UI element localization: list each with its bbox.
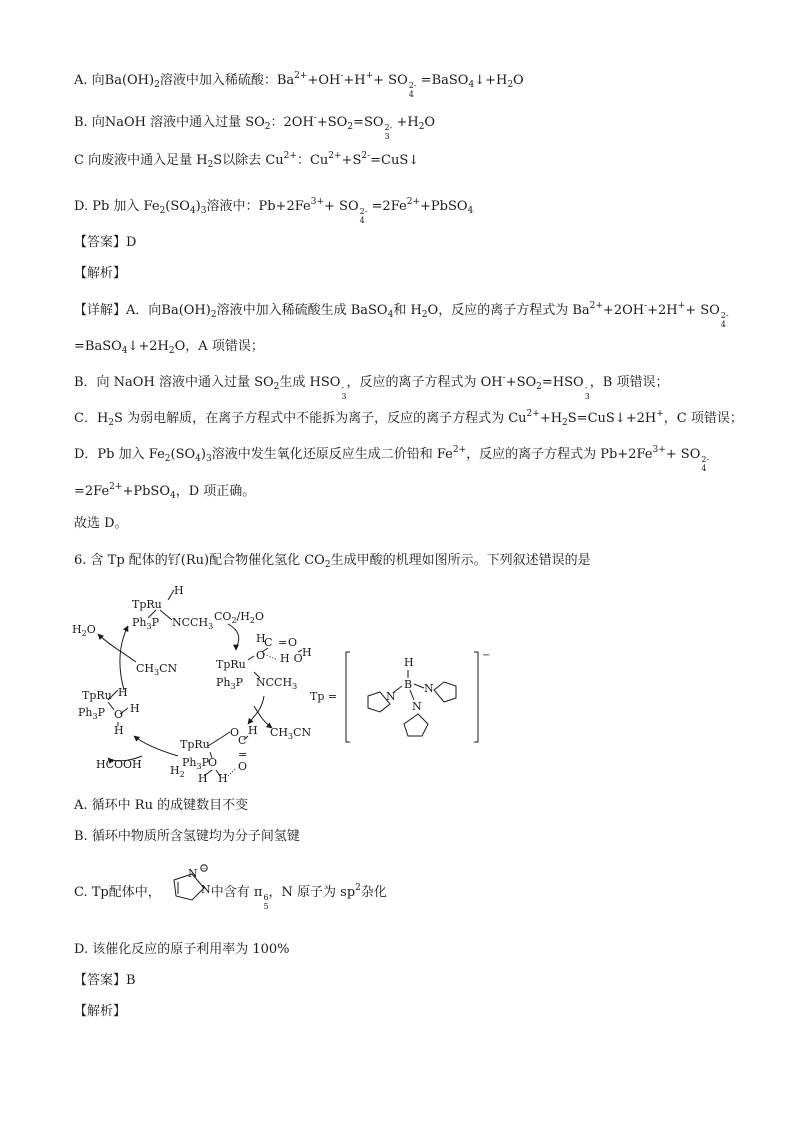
text: +H	[539, 411, 563, 426]
right-h-o-label: H O	[280, 652, 303, 665]
text: + SO	[665, 447, 701, 462]
superscript: 3+	[310, 197, 325, 207]
subscript: 2	[168, 346, 175, 356]
bottom-o-label: O	[230, 726, 240, 739]
right-h-label: H	[256, 632, 266, 645]
subscript: 4	[359, 216, 365, 225]
ion-script	[721, 311, 729, 329]
text: =2Fe	[74, 484, 110, 499]
text: C．H	[74, 411, 109, 426]
tp-h-label: H	[404, 656, 414, 669]
bond-line	[414, 684, 424, 688]
text: +OH	[307, 73, 341, 88]
bottom-ph3p-label: $Ph_3P$	[182, 756, 209, 771]
text: + SO	[685, 303, 720, 318]
subscript: 4	[189, 206, 196, 216]
text: ，N 原子为 sp	[268, 885, 356, 900]
left-tpru-label: TpRu	[82, 689, 112, 702]
text: )	[200, 447, 206, 462]
text: B. 向NaOH 溶液中通入过量 SO	[74, 115, 265, 130]
superscript: 2+	[328, 151, 342, 161]
superscript: 2+	[452, 445, 467, 455]
option-6b: B. 循环中物质所含氢键均为分子间氢键	[74, 829, 300, 844]
bottom-h2-label: $H_2$	[170, 764, 185, 779]
subscript: 2	[164, 454, 171, 464]
superscript: +	[656, 409, 664, 419]
tp-n2-label: N	[386, 690, 396, 703]
right-tpru-label: TpRu	[216, 658, 246, 671]
subscript: 4	[195, 454, 201, 464]
bottom-tpru-label: TpRu	[180, 738, 210, 751]
right-bracket	[474, 652, 478, 742]
right-o-label: O	[288, 636, 298, 649]
left-h3-label: H	[114, 724, 124, 737]
superscript: 3+	[652, 445, 666, 455]
left-o-label: O	[114, 708, 124, 721]
text: A. 向Ba(OH)	[74, 73, 155, 88]
text: +2OH	[602, 303, 645, 318]
right-ncch3-label: $NCCH_3$	[256, 676, 298, 691]
bond-line	[160, 610, 172, 620]
h2o-label: $H_2O$	[72, 623, 96, 638]
text: 溶液中：Pb+2Fe	[206, 199, 311, 214]
mol-minus-label: −	[201, 865, 207, 873]
tp-n3-label: N	[412, 700, 422, 713]
text: O，反应的离子方程式为 Ba	[427, 303, 590, 318]
subscript: 4	[701, 464, 707, 473]
text: 生成 HSO	[279, 375, 341, 390]
option-b	[74, 114, 754, 141]
option-6d: D. 该催化反应的原子利用率为 100%	[74, 942, 290, 957]
subscript: 2	[418, 122, 425, 132]
superscript: 6	[263, 893, 269, 902]
cycle-arrow	[228, 624, 239, 650]
right-c-label: C	[264, 636, 273, 649]
ion-script	[701, 455, 709, 473]
subscript: 2	[159, 206, 166, 216]
subscript: 2	[210, 310, 217, 320]
text: O	[424, 115, 436, 130]
subscript: 4	[169, 491, 176, 501]
option-a	[74, 72, 754, 99]
bond-line	[394, 686, 402, 692]
text: 中含有 π	[210, 885, 263, 900]
superscript: -	[644, 301, 648, 311]
subscript: 2	[273, 382, 280, 392]
text: C. Tp配体中，	[74, 885, 161, 900]
text: +2H	[647, 303, 678, 318]
text: =HSO	[541, 375, 584, 390]
co2-h2o-label: $CO_2/H_2O$	[214, 610, 264, 625]
subscript: 2	[421, 310, 428, 320]
bottom-eq-label: =	[238, 748, 248, 761]
answer-label-2: 【答案】B	[74, 973, 136, 988]
text: + SO	[324, 199, 359, 214]
text: +PbSO	[122, 484, 170, 499]
detail-line-6	[74, 483, 754, 501]
tp-b-label: B	[404, 678, 413, 691]
subscript: 2	[536, 382, 542, 392]
superscript: 2-	[361, 151, 371, 161]
subscript: 3	[584, 392, 590, 401]
superscript: -	[340, 71, 344, 81]
superscript: 2-	[384, 123, 393, 132]
pyrazole-ring	[404, 714, 428, 736]
superscript: 2+	[589, 301, 603, 311]
superscript: 2-	[408, 81, 417, 90]
text: 生成甲酸的机理如图所示。下列叙述错误的是	[330, 553, 591, 568]
text: =BaSO	[416, 73, 469, 88]
option-d	[74, 198, 754, 225]
text: 溶液中发生氧化还原反应生成二价铅和 Fe	[211, 447, 453, 462]
text: ，C 项错误；	[663, 411, 743, 426]
subscript: 4	[387, 310, 394, 320]
text: =CuS↓	[370, 153, 420, 168]
text: O	[513, 73, 524, 88]
text: ：2OH	[270, 115, 314, 130]
subscript: 2	[154, 80, 160, 90]
text: =SO	[353, 115, 384, 130]
cycle-arrow	[134, 736, 178, 756]
cycle-arrow	[98, 634, 136, 662]
text: D．Pb 加入 Fe	[74, 447, 165, 462]
superscript: 2+	[406, 197, 420, 207]
subscript: 3	[205, 454, 212, 464]
text: +SO	[505, 375, 537, 390]
right-eq-label: =	[278, 636, 288, 649]
answer-label: 【答案】D	[74, 235, 137, 250]
superscript: 2-	[359, 207, 368, 216]
superscript: 2+	[294, 71, 308, 81]
bottom-o3-label: O	[208, 756, 218, 769]
text: S=CuS↓+2H	[567, 411, 657, 426]
text: ，反应的离子方程式为 Pb+2Fe	[466, 447, 653, 462]
text: +S	[341, 153, 362, 168]
text: ，D 项正确。	[175, 484, 256, 499]
text: O，A 项错误；	[174, 339, 264, 354]
bottom-o2-label: O	[238, 760, 248, 773]
analysis-label: 【解析】	[74, 266, 127, 281]
text: + SO	[373, 73, 408, 88]
detail-line-5	[74, 446, 754, 473]
text: (SO	[170, 447, 196, 462]
superscript: 2-	[701, 455, 710, 464]
bottom-c-label: C	[238, 734, 247, 747]
hydrogen-bond-line	[228, 768, 236, 776]
right-ph3p-label: $Ph_3P$	[216, 676, 243, 691]
bottom-h4-label: H	[218, 772, 228, 785]
text: )	[195, 199, 201, 214]
detail-line-3	[74, 374, 754, 401]
ch3cn-left-label: $CH_3CN$	[136, 662, 178, 677]
text: 杂化	[360, 885, 387, 900]
detail-line-4	[74, 410, 754, 428]
text: ，B 项错误；	[589, 375, 669, 390]
superscript: -	[584, 383, 588, 392]
pyrazole-ring	[434, 682, 456, 702]
tp-equals-label: Tp =	[310, 690, 338, 703]
subscript: 4	[720, 320, 726, 329]
text: 溶液中加入稀硫酸：Ba	[159, 73, 295, 88]
tp-minus-label: −	[482, 650, 490, 661]
bottom-h3-label: H	[198, 772, 208, 785]
subscript: 5	[263, 902, 269, 911]
option-c	[74, 152, 754, 170]
text: ：Cu	[296, 153, 329, 168]
bond-line	[108, 702, 114, 710]
superscript: -	[502, 373, 506, 383]
text: ↓+2H	[127, 339, 169, 354]
option-6a: A. 循环中 Ru 的成键数目不变	[74, 798, 249, 813]
tp-ligand-structure	[310, 646, 490, 746]
superscript: 2-	[720, 311, 729, 320]
top-ph3p-label: $Ph_3P$	[132, 616, 159, 631]
analysis-label-2: 【解析】	[74, 1004, 127, 1019]
tp-n1-label: N	[424, 682, 434, 695]
superscript: 2+	[109, 482, 123, 492]
text: +PbSO	[420, 199, 468, 214]
right-o2-label: O	[256, 649, 266, 662]
superscript: +	[365, 71, 374, 81]
detail-line-7: 故选 D。	[74, 516, 128, 531]
subscript: 2	[324, 560, 331, 570]
text: (SO	[165, 199, 190, 214]
right-h2-label: H	[302, 646, 312, 659]
text: C 向废液中通入足量 H	[74, 153, 208, 168]
text: +H	[343, 73, 366, 88]
text: +SO	[316, 115, 348, 130]
pyrazolide-structure	[162, 862, 214, 908]
text: S 为弱电解质，在离子方程式中不能拆为离子，反应的离子方程式为 Cu	[114, 411, 527, 426]
text: =2Fe	[367, 199, 407, 214]
text: 溶液中加入稀硫酸生成 BaSO	[216, 303, 388, 318]
detail-line-1	[74, 302, 754, 329]
text: 【详解】A．向Ba(OH)	[74, 303, 211, 318]
subscript: 4	[408, 90, 414, 99]
text: D. Pb 加入 Fe	[74, 199, 160, 214]
mol-n2-label: N	[201, 883, 211, 896]
bond-line	[208, 732, 230, 746]
mol-n1-label: N	[188, 867, 198, 880]
detail-line-2	[74, 338, 754, 356]
text: +H	[392, 115, 419, 130]
subscript: 3	[384, 132, 390, 141]
left-h-label: H	[118, 686, 128, 699]
ion-script	[409, 81, 417, 99]
subscript: 4	[467, 206, 474, 216]
subscript: 2	[347, 122, 354, 132]
ch3cn-right-label: $CH_3CN$	[270, 726, 312, 741]
bond-line	[410, 690, 414, 700]
superscript: +	[677, 301, 686, 311]
subscript: 2	[207, 160, 214, 170]
superscript: -	[341, 383, 345, 392]
left-bracket	[346, 652, 350, 742]
superscript: 2+	[283, 151, 297, 161]
hcooh-label: HCOOH	[96, 758, 142, 771]
question-6	[74, 552, 754, 570]
subscript: 3	[200, 206, 207, 216]
text: 6. 含 Tp 配体的钌(Ru)配合物催化氢化 CO	[74, 553, 325, 568]
superscript: 2+	[526, 409, 540, 419]
left-ph3p-label: $Ph_3P$	[78, 706, 105, 721]
subscript: 4	[468, 80, 475, 90]
subscript: 2	[507, 80, 514, 90]
text: 和 H	[393, 303, 422, 318]
superscript: -	[313, 113, 317, 123]
text: ↓+H	[474, 73, 508, 88]
left-h2-label: H	[130, 702, 140, 715]
top-tpru-label: TpRu	[132, 598, 162, 611]
cycle-arrow	[120, 626, 128, 690]
text: =BaSO	[74, 339, 122, 354]
subscript: 4	[121, 346, 128, 356]
subscript: 2	[108, 418, 115, 428]
text: B．向 NaOH 溶液中通入过量 SO	[74, 375, 274, 390]
text: ，反应的离子方程式为 OH	[346, 375, 503, 390]
text: S以除去 Cu	[213, 153, 284, 168]
subscript: 2	[264, 122, 271, 132]
subscript: 3	[341, 392, 347, 401]
bottom-h-label: H	[248, 724, 258, 737]
top-h-label: H	[174, 586, 184, 597]
superscript: 2	[355, 883, 361, 893]
hydrogen-bond-line	[264, 654, 278, 660]
top-ncch3-label: $NCCH_3$	[172, 616, 214, 631]
subscript: 2	[562, 418, 568, 428]
bond-line	[248, 656, 254, 660]
